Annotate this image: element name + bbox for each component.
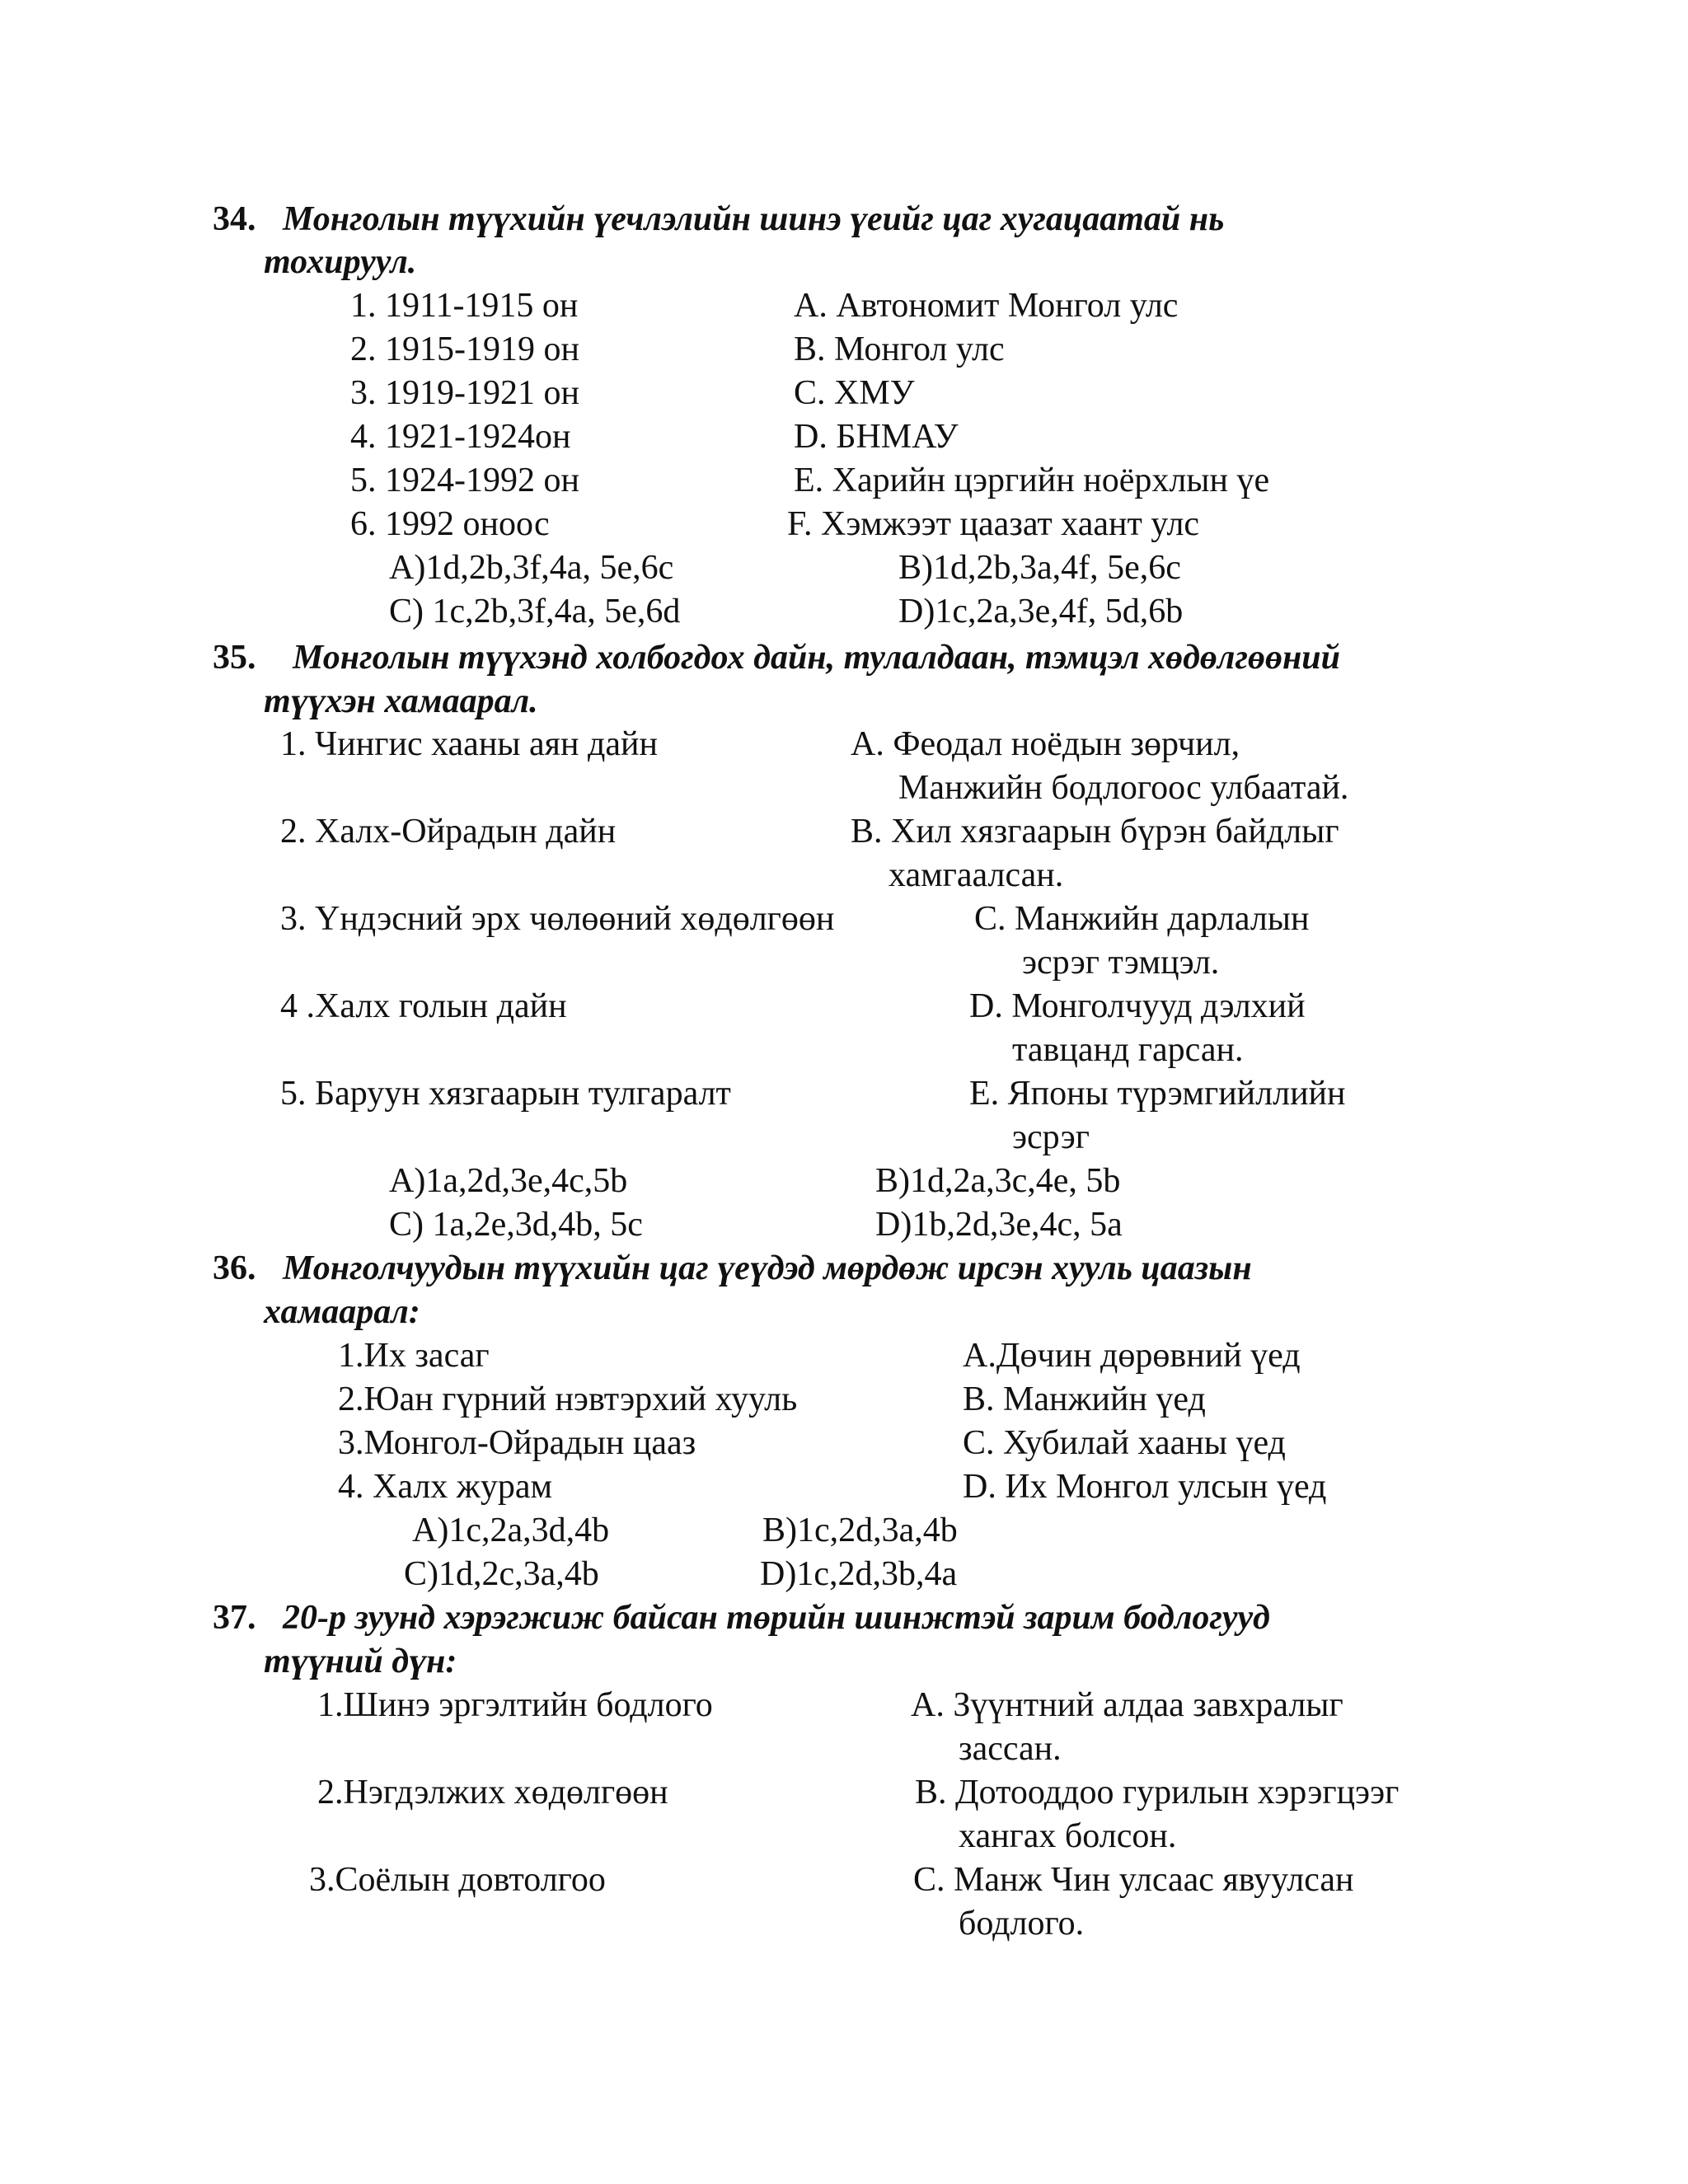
answer-option: B)1c,2d,3a,4b — [762, 1511, 958, 1549]
match-right-item: C. Манж Чин улсаас явуулсан — [913, 1861, 1354, 1899]
answer-option: C)1d,2c,3a,4b — [404, 1555, 599, 1593]
match-left-item: 1.Шинэ эргэлтийн бодлого — [317, 1686, 713, 1724]
answer-option: A)1a,2d,3e,4c,5b — [389, 1162, 628, 1200]
match-right-item: Манжийн бодлогоос улбаатай. — [898, 769, 1349, 807]
match-right-item: E. Японы түрэмгийллийн — [969, 1075, 1346, 1113]
match-left-item: 5. Баруун хязгаарын тулгаралт — [280, 1075, 731, 1113]
match-left-item: 4. Халх журам — [338, 1468, 553, 1506]
match-right-item: D. БНМАУ — [794, 418, 959, 456]
answer-option: C) 1c,2b,3f,4a, 5e,6d — [389, 593, 681, 630]
question-title: хамаарал: — [264, 1293, 420, 1331]
match-left-item: 2.Юан гүрний нэвтэрхий хууль — [338, 1380, 798, 1418]
question-title: Монголчуудын түүхийн цаг үеүдэд мөрдөж ирсэн хууль цаазын — [283, 1249, 1252, 1287]
answer-option: B)1d,2a,3c,4e, 5b — [875, 1162, 1121, 1200]
match-right-item: D. Монголчууд дэлхий — [969, 987, 1306, 1025]
match-left-item: 4 .Халх голын дайн — [280, 987, 567, 1025]
match-left-item: 1.Их засаг — [338, 1337, 490, 1375]
question-title: Монголын түүхэнд холбогдох дайн, тулалдаан, тэмцэл хөдөлгөөний — [293, 639, 1341, 677]
match-left-item: 3. Үндэсний эрх чөлөөний хөдөлгөөн — [280, 900, 835, 938]
match-right-item: эсрэг — [1012, 1118, 1090, 1156]
match-right-item: A. Автономит Монгол улс — [794, 287, 1179, 325]
match-right-item: эсрэг тэмцэл. — [1022, 944, 1220, 982]
answer-option: C) 1a,2e,3d,4b, 5c — [389, 1206, 643, 1244]
answer-option: D)1c,2d,3b,4a — [760, 1555, 958, 1593]
match-left-item: 2.Нэгдэлжих хөдөлгөөн — [317, 1774, 668, 1811]
match-right-item: хангах болсон. — [959, 1817, 1177, 1855]
question-title: түүхэн хамаарал. — [264, 682, 538, 720]
match-right-item: хамгаалсан. — [889, 856, 1064, 894]
match-right-item: зассан. — [959, 1730, 1062, 1768]
match-right-item: A.Дөчин дөрөвний үед — [963, 1337, 1301, 1375]
match-right-item: F. Хэмжээт цаазат хаант улс — [787, 505, 1200, 543]
answer-option: B)1d,2b,3a,4f, 5e,6c — [898, 549, 1181, 587]
question-number: 34. — [213, 200, 256, 238]
question-title: түүний дүн: — [264, 1643, 457, 1680]
match-right-item: B. Хил хязгаарын бүрэн байдлыг — [851, 813, 1339, 851]
match-left-item: 4. 1921-1924он — [350, 418, 571, 456]
match-right-item: A. Феодал ноёдын зөрчил, — [851, 725, 1240, 763]
question-title: тохируул. — [264, 243, 417, 281]
answer-option: A)1d,2b,3f,4a, 5e,6c — [389, 549, 674, 587]
question-number: 37. — [213, 1599, 256, 1637]
match-right-item: B. Манжийн үед — [963, 1380, 1206, 1418]
match-right-item: C. Манжийн дарлалын — [974, 900, 1310, 938]
question-title: 20-р зуунд хэрэгжиж байсан төрийн шинжтэй зарим бодлогууд — [283, 1599, 1270, 1637]
match-left-item: 3. 1919-1921 он — [350, 374, 579, 412]
match-right-item: C. ХМУ — [794, 374, 915, 412]
answer-option: D)1c,2a,3e,4f, 5d,6b — [898, 593, 1184, 630]
match-left-item: 3.Соёлын довтолгоо — [309, 1861, 606, 1899]
match-left-item: 2. Халх-Ойрадын дайн — [280, 813, 617, 851]
answer-option: A)1c,2a,3d,4b — [412, 1511, 610, 1549]
match-left-item: 1. Чингис хааны аян дайн — [280, 725, 658, 763]
match-left-item: 5. 1924-1992 он — [350, 462, 579, 499]
match-right-item: бодлого. — [959, 1905, 1085, 1943]
match-left-item: 1. 1911-1915 он — [350, 287, 579, 325]
match-right-item: E. Харийн цэргийн ноёрхлын үе — [794, 462, 1270, 499]
match-right-item: B. Монгол улс — [794, 330, 1005, 368]
match-right-item: тавцанд гарсан. — [1012, 1031, 1244, 1069]
match-left-item: 3.Монгол-Ойрадын цааз — [338, 1424, 696, 1462]
question-title: Монголын түүхийн үечлэлийн шинэ үеийг цаг хугацаатай нь — [283, 200, 1225, 238]
match-left-item: 2. 1915-1919 он — [350, 330, 579, 368]
answer-option: D)1b,2d,3e,4c, 5a — [875, 1206, 1123, 1244]
match-right-item: C. Хубилай хааны үед — [963, 1424, 1286, 1462]
match-right-item: D. Их Монгол улсын үед — [963, 1468, 1327, 1506]
match-right-item: A. Зүүнтний алдаа завхралыг — [911, 1686, 1343, 1724]
question-number: 36. — [213, 1249, 256, 1287]
question-number: 35. — [213, 639, 256, 677]
match-right-item: B. Дотооддоо гурилын хэрэгцээг — [915, 1774, 1400, 1811]
match-left-item: 6. 1992 оноос — [350, 505, 550, 543]
